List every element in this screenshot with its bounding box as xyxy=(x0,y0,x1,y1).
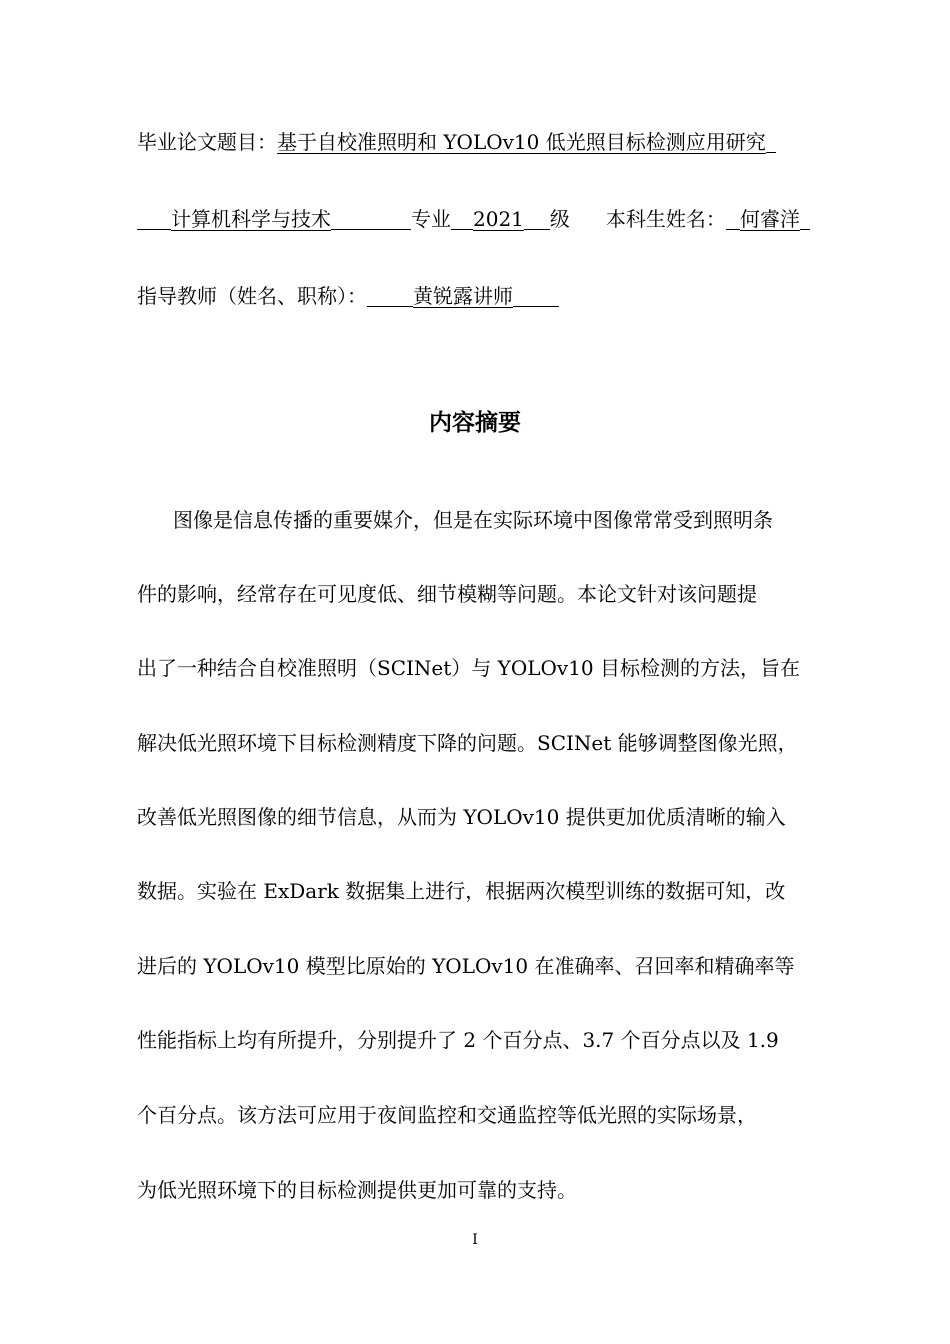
thesis-title-label: 毕业论文题目： xyxy=(137,130,277,154)
abstract-line: 个百分点。该方法可应用于夜间监控和交通监控等低光照的实际场景， xyxy=(137,1103,757,1127)
advisor-label: 指导教师（姓名、职称）： xyxy=(137,284,367,308)
abstract-line: 改善低光照图像的细节信息，从而为 YOLOv10 提供更加优质清晰的输入 xyxy=(137,805,786,829)
advisor-value: 黄锐露讲师 xyxy=(413,284,513,308)
abstract-line: 解决低光照环境下目标检测精度下降的问题。SCINet 能够调整图像光照， xyxy=(137,731,798,755)
student-name: 何睿洋 xyxy=(739,207,800,231)
abstract-line: 性能指标上均有所提升，分别提升了 2 个百分点、3.7 个百分点以及 1.9 xyxy=(137,1028,779,1052)
student-label: 本科生姓名： xyxy=(605,207,726,231)
major-label: 专业 xyxy=(411,207,451,231)
abstract-line: 件的影响，经常存在可见度低、细节模糊等问题。本论文针对该问题提 xyxy=(137,582,757,606)
thesis-title: 基于自校准照明和 YOLOv10 低光照目标检测应用研究 xyxy=(277,130,766,154)
year-label: 级 xyxy=(549,207,570,231)
abstract-line: 数据。实验在 ExDark 数据集上进行，根据两次模型训练的数据可知，改 xyxy=(137,879,786,903)
advisor-line xyxy=(137,282,559,310)
major-line xyxy=(137,205,810,233)
major-value: 计算机科学与技术 xyxy=(171,207,331,231)
page-number: I xyxy=(472,1232,478,1248)
abstract-line: 进后的 YOLOv10 模型比原始的 YOLOv10 在准确率、召回率和精确率等 xyxy=(137,954,795,978)
year-value: 2021 xyxy=(473,207,524,231)
abstract-line: 为低光照环境下的目标检测提供更加可靠的支持。 xyxy=(137,1178,577,1202)
abstract-line: 出了一种结合自校准照明（SCINet）与 YOLOv10 目标检测的方法，旨在 xyxy=(137,656,801,680)
abstract-heading: 内容摘要 xyxy=(429,410,521,436)
abstract-line: 图像是信息传播的重要媒介，但是在实际环境中图像常常受到照明条 xyxy=(173,508,773,532)
thesis-title-line xyxy=(137,128,776,156)
